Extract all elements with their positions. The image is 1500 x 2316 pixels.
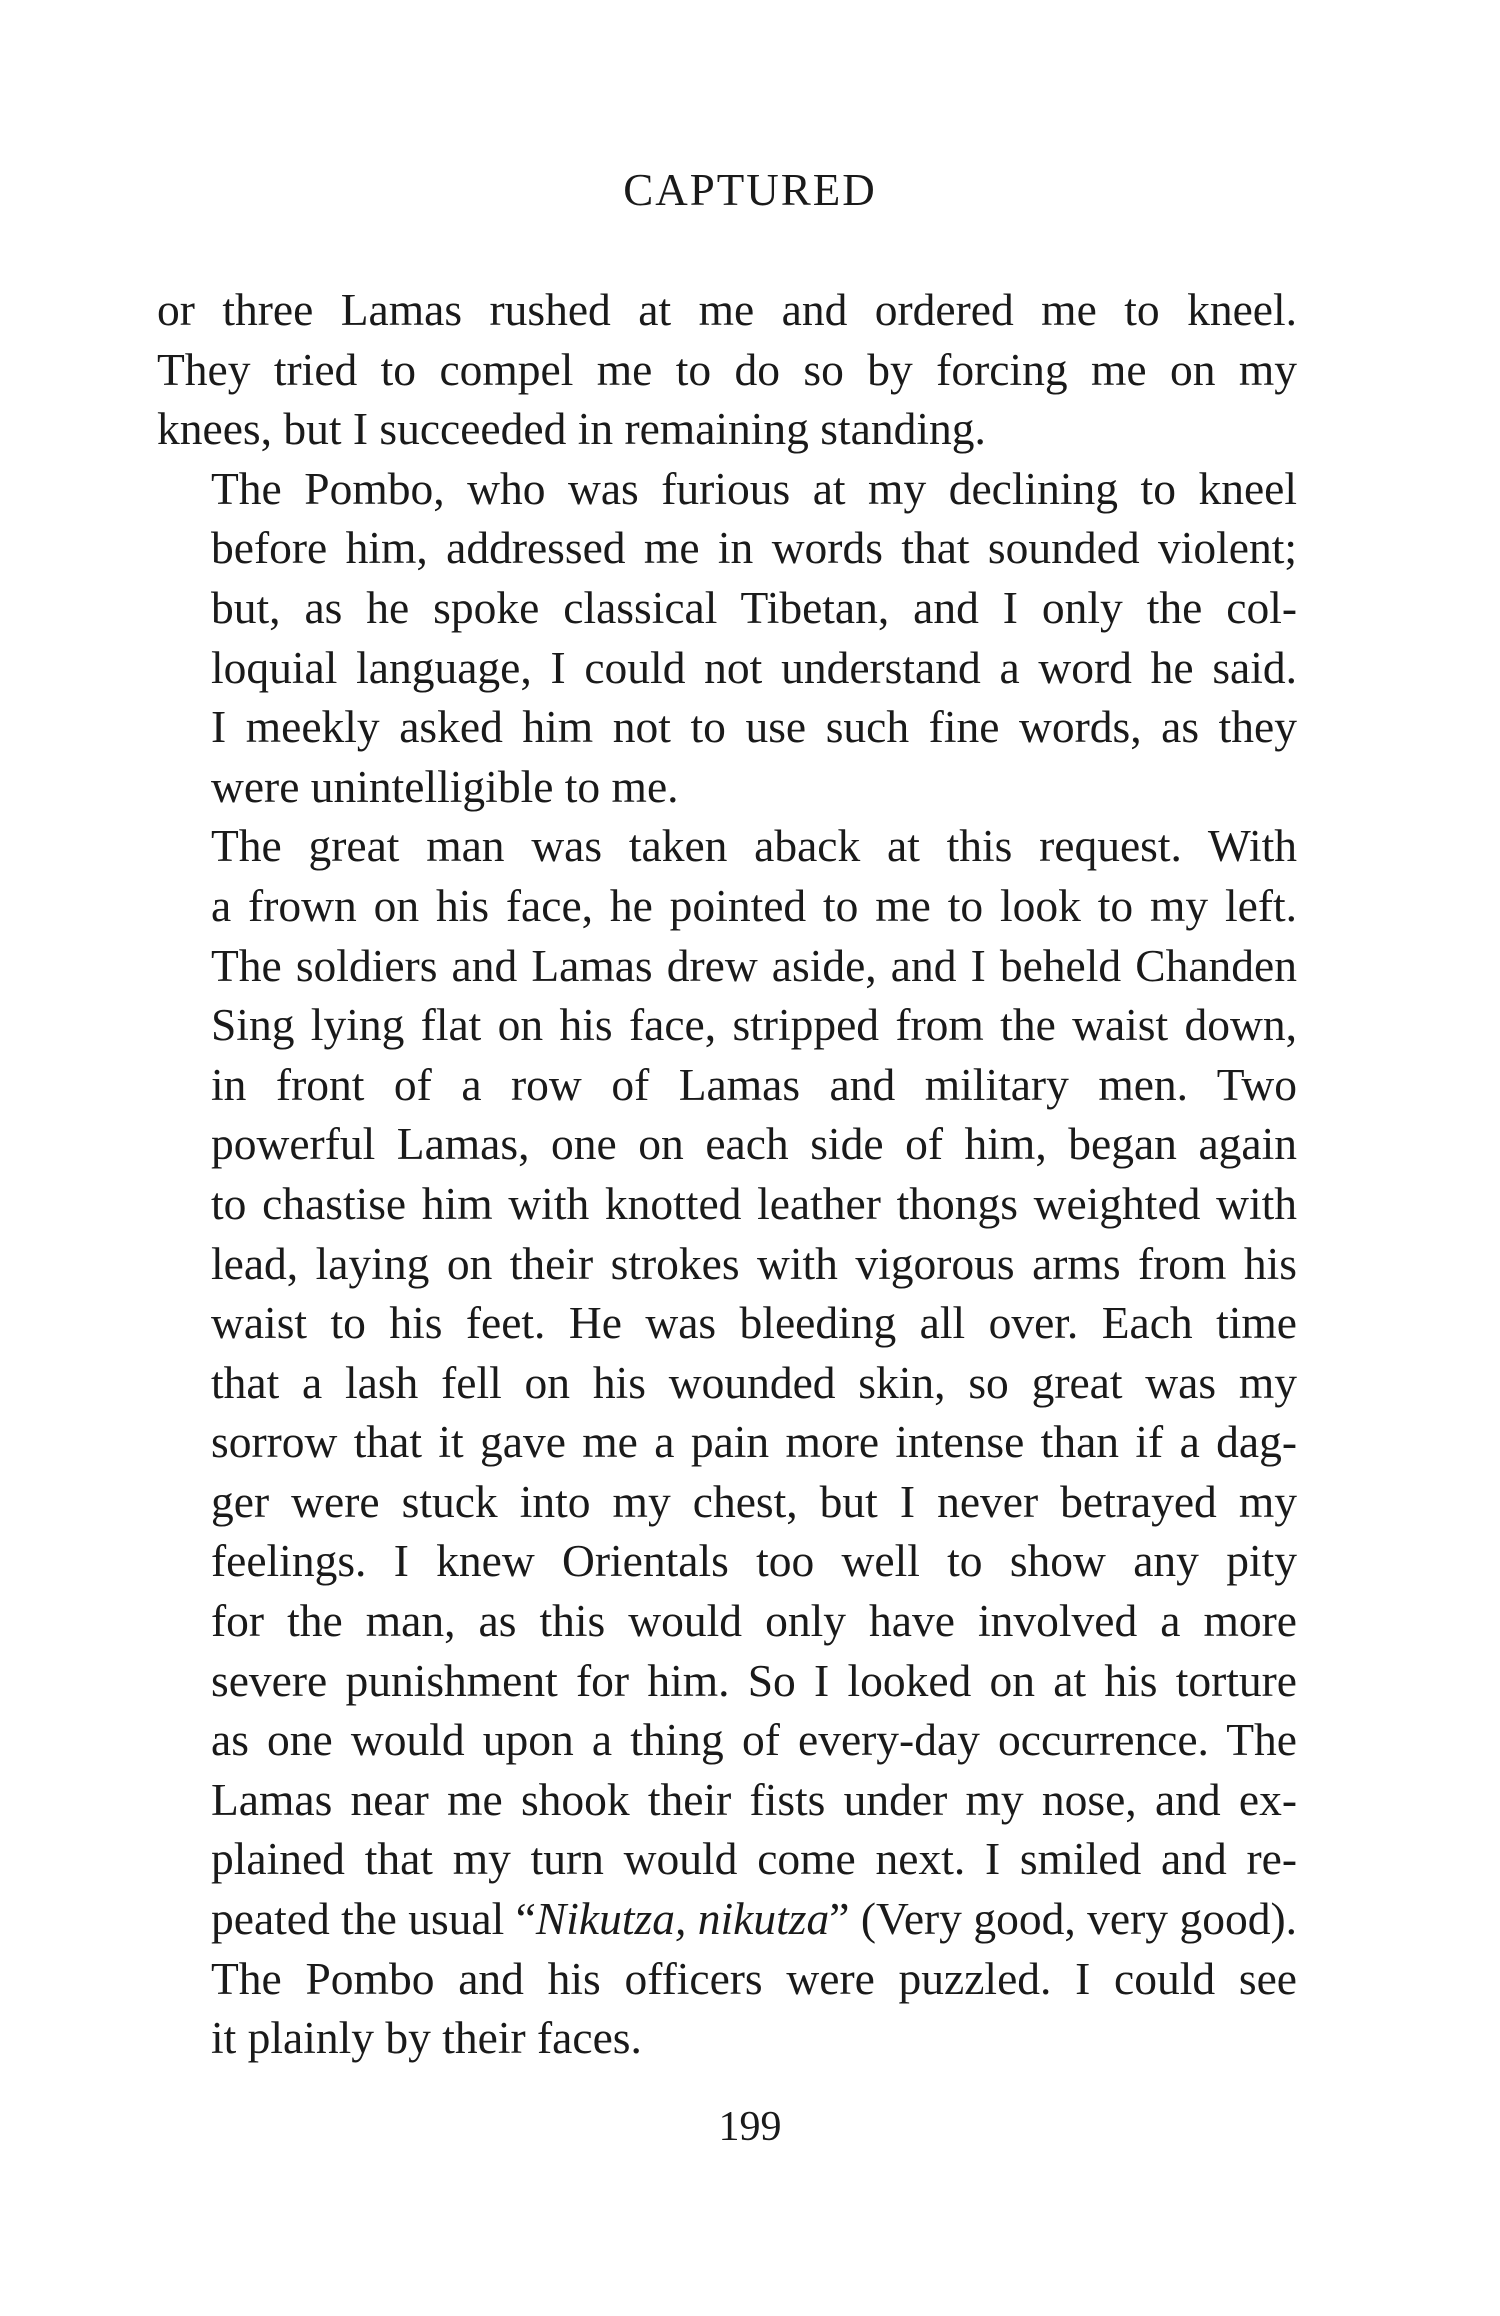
text-line: loquial language, I could not understand a word he said. <box>211 641 1297 693</box>
text-line: but, as he spoke classical Tibetan, and I only the col- <box>211 581 1297 633</box>
paragraph-2 <box>157 459 1297 817</box>
text-line: The Pombo, who was furious at my declining to kneel <box>211 462 1297 514</box>
text-line: The Pombo and his officers were puzzled. I could see <box>211 1952 1297 2004</box>
text-line: waist to his feet. He was bleeding all over. Each time <box>211 1297 1297 1349</box>
body-text <box>157 280 1297 2068</box>
text-run: ” (Very good, very good). <box>829 1893 1298 1945</box>
text-line: or three Lamas rushed at me and ordered me to kneel. <box>157 284 1297 335</box>
text-line: before him, addressed me in words that sounded violent; <box>211 522 1297 574</box>
text-line: plained that my turn would come next. I smiled and re- <box>211 1833 1297 1885</box>
text-line: ger were stuck into my chest, but I never betrayed my <box>211 1475 1297 1527</box>
text-line-with-italic <box>157 1889 1297 1949</box>
text-line: The great man was taken aback at this request. With <box>211 820 1297 872</box>
text-line: sorrow that it gave me a pain more intense than if a dag- <box>211 1416 1297 1468</box>
text-line: Sing lying flat on his face, stripped from the waist down, <box>211 999 1297 1051</box>
page-number: 199 <box>718 2104 782 2150</box>
text-line: for the man, as this would only have involved a more <box>211 1595 1297 1647</box>
text-line: were unintelligible to me. <box>211 760 679 812</box>
text-line: it plainly by their faces. <box>211 2012 642 2064</box>
text-line: a frown on his face, he pointed to me to look to my left. <box>211 879 1297 931</box>
text-line: I meekly asked him not to use such fine words, as they <box>211 701 1297 753</box>
text-line: that a lash fell on his wounded skin, so great was my <box>211 1356 1297 1408</box>
text-run: peated the usual “ <box>211 1893 536 1945</box>
text-line: knees, but I succeeded in remaining standing. <box>157 403 986 455</box>
text-line: They tried to compel me to do so by forcing me on my <box>157 343 1297 395</box>
text-line: The soldiers and Lamas drew aside, and I beheld Chanden <box>211 939 1297 991</box>
paragraph-1 <box>157 280 1297 459</box>
text-line: to chastise him with knotted leather thongs weighted with <box>211 1177 1297 1229</box>
text-line: feelings. I knew Orientals too well to show any pity <box>211 1535 1297 1587</box>
text-line: as one would upon a thing of every-day occurrence. The <box>211 1714 1297 1766</box>
text-line: in front of a row of Lamas and military men. Two <box>211 1058 1297 1110</box>
paragraph-4 <box>157 1949 1297 2068</box>
running-head: CAPTURED <box>623 165 877 215</box>
italic-phrase: Nikutza, nikutza <box>535 1893 830 1945</box>
text-line: Lamas near me shook their fists under my nose, and ex- <box>211 1773 1297 1825</box>
text-line: severe punishment for him. So I looked on at his torture <box>211 1654 1297 1706</box>
text-line: powerful Lamas, one on each side of him, began again <box>211 1118 1297 1170</box>
text-line: lead, laying on their strokes with vigorous arms from his <box>211 1237 1297 1289</box>
paragraph-3 <box>157 816 1297 1948</box>
